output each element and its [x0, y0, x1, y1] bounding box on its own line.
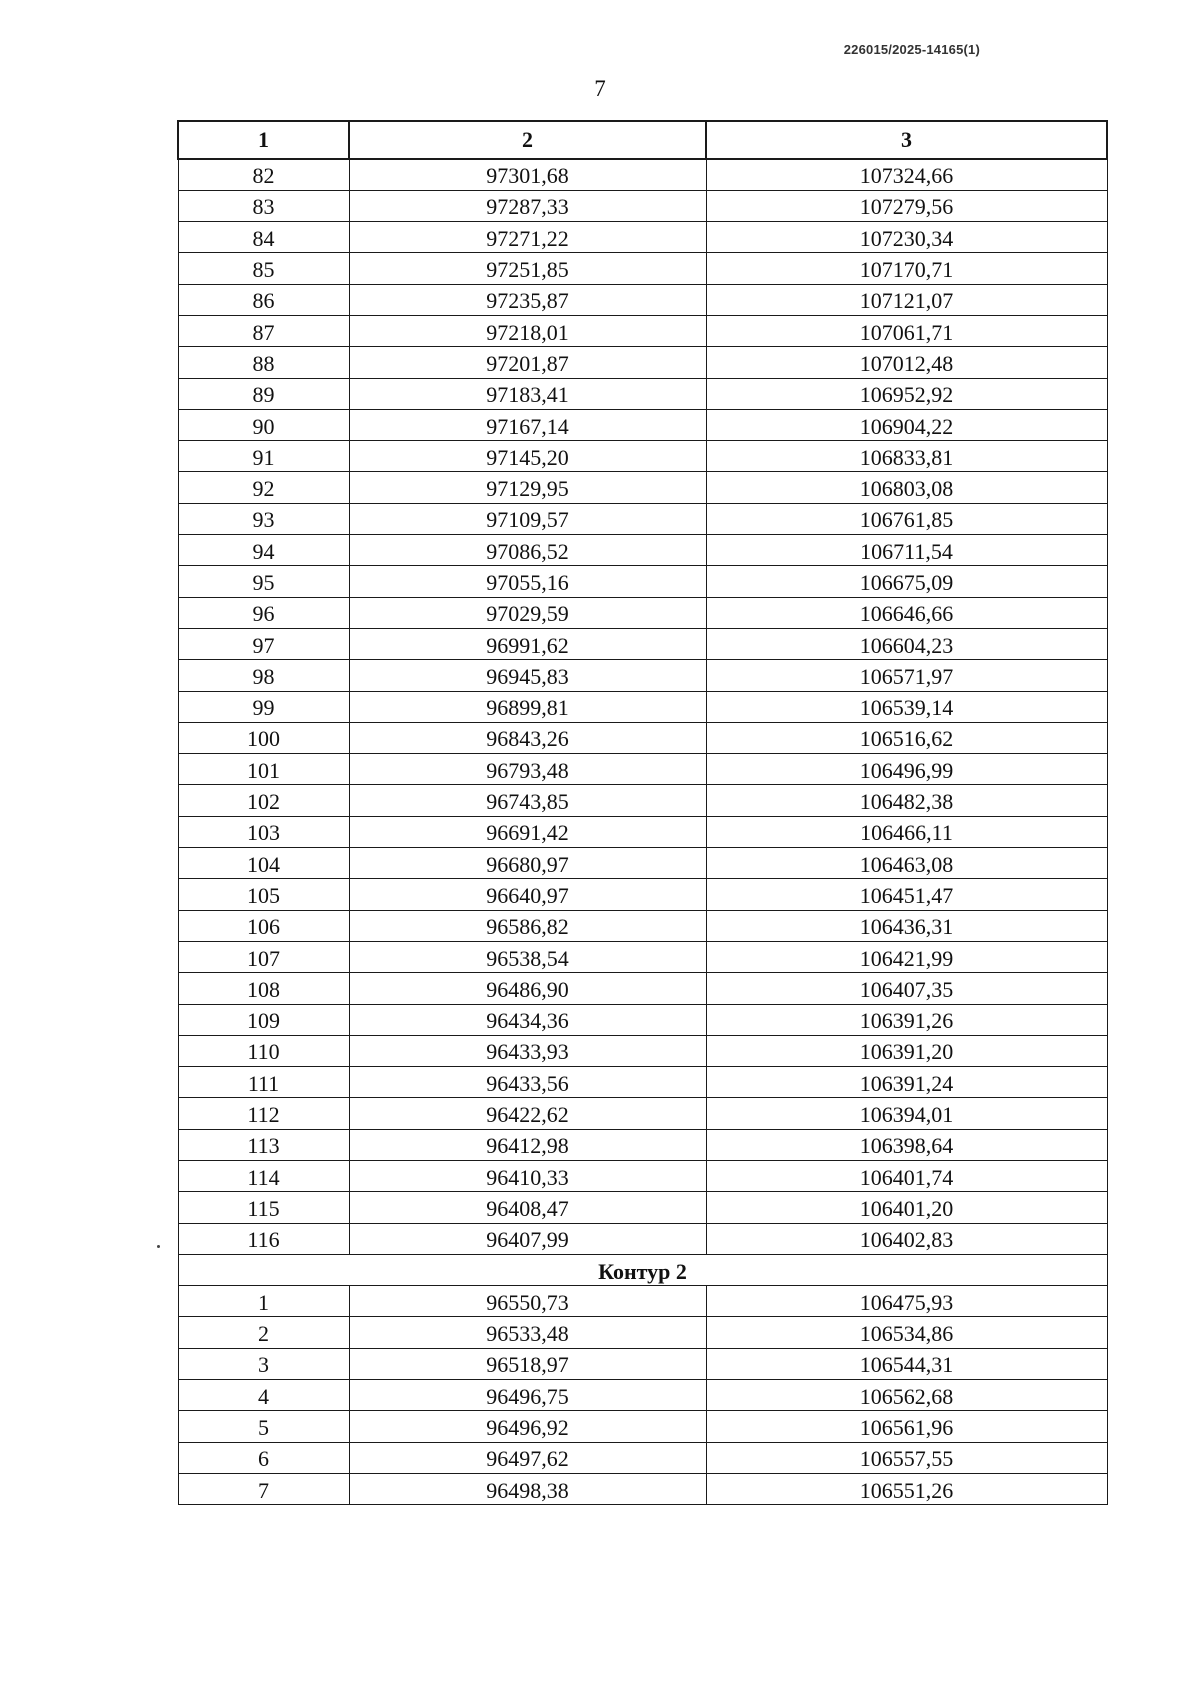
coordinate-y-cell: 107121,07	[706, 284, 1107, 315]
coordinate-y-cell: 106407,35	[706, 973, 1107, 1004]
table-row	[178, 1129, 1107, 1160]
table-row	[178, 503, 1107, 534]
table-row	[178, 535, 1107, 566]
point-number-cell: 94	[178, 535, 349, 566]
document-id: 226015/2025-14165(1)	[843, 42, 980, 57]
table-row	[178, 409, 1107, 440]
table-row	[178, 660, 1107, 691]
coordinate-x-cell: 97145,20	[349, 441, 706, 472]
coordinate-y-cell: 106561,96	[706, 1411, 1107, 1442]
coordinate-y-cell: 106646,66	[706, 597, 1107, 628]
coordinate-x-cell: 96550,73	[349, 1286, 706, 1317]
page-number: 7	[594, 76, 606, 101]
coordinate-x-cell: 96498,38	[349, 1473, 706, 1504]
point-number-cell: 98	[178, 660, 349, 691]
table-row	[178, 1067, 1107, 1098]
coordinate-y-cell: 106534,86	[706, 1317, 1107, 1348]
table-row	[178, 1473, 1107, 1504]
section-title: Контур 2	[178, 1254, 1107, 1285]
coordinate-x-cell: 96496,75	[349, 1380, 706, 1411]
coordinate-y-cell: 107279,56	[706, 190, 1107, 221]
coordinate-y-cell: 106904,22	[706, 409, 1107, 440]
coordinate-y-cell: 106398,64	[706, 1129, 1107, 1160]
table-row	[178, 472, 1107, 503]
coordinate-x-cell: 97029,59	[349, 597, 706, 628]
table-row	[178, 1192, 1107, 1223]
table-row	[178, 848, 1107, 879]
point-number-cell: 113	[178, 1129, 349, 1160]
coordinate-y-cell: 106401,74	[706, 1161, 1107, 1192]
coordinate-x-cell: 97109,57	[349, 503, 706, 534]
point-number-cell: 7	[178, 1473, 349, 1504]
point-number-cell: 95	[178, 566, 349, 597]
table-row	[178, 566, 1107, 597]
coordinate-y-cell: 106451,47	[706, 879, 1107, 910]
table-row	[178, 315, 1107, 346]
coordinate-x-cell: 96843,26	[349, 722, 706, 753]
section-row	[178, 1254, 1107, 1285]
point-number-cell: 3	[178, 1348, 349, 1379]
point-number-cell: 83	[178, 190, 349, 221]
table-row	[178, 190, 1107, 221]
coordinate-x-cell: 97301,68	[349, 159, 706, 190]
coordinate-x-cell: 97183,41	[349, 378, 706, 409]
table-row	[178, 1348, 1107, 1379]
table-row	[178, 347, 1107, 378]
coordinate-y-cell: 107012,48	[706, 347, 1107, 378]
coordinate-x-cell: 97055,16	[349, 566, 706, 597]
coordinate-x-cell: 97287,33	[349, 190, 706, 221]
coordinate-y-cell: 106761,85	[706, 503, 1107, 534]
coordinate-y-cell: 106482,38	[706, 785, 1107, 816]
coordinate-x-cell: 96410,33	[349, 1161, 706, 1192]
table-header	[178, 121, 1107, 159]
table-row	[178, 1161, 1107, 1192]
table-row	[178, 628, 1107, 659]
column-header-1: 1	[178, 121, 349, 159]
coordinate-y-cell: 106571,97	[706, 660, 1107, 691]
point-number-cell: 103	[178, 816, 349, 847]
coordinate-y-cell: 106436,31	[706, 910, 1107, 941]
point-number-cell: 89	[178, 378, 349, 409]
coordinate-x-cell: 96422,62	[349, 1098, 706, 1129]
point-number-cell: 85	[178, 253, 349, 284]
point-number-cell: 114	[178, 1161, 349, 1192]
table-row	[178, 1380, 1107, 1411]
table-row	[178, 941, 1107, 972]
point-number-cell: 1	[178, 1286, 349, 1317]
coordinate-x-cell: 96433,93	[349, 1035, 706, 1066]
point-number-cell: 101	[178, 754, 349, 785]
point-number-cell: 109	[178, 1004, 349, 1035]
coordinate-x-cell: 96433,56	[349, 1067, 706, 1098]
point-number-cell: 111	[178, 1067, 349, 1098]
coordinate-x-cell: 96496,92	[349, 1411, 706, 1442]
coordinate-y-cell: 106803,08	[706, 472, 1107, 503]
table-row	[178, 691, 1107, 722]
coordinate-y-cell: 106952,92	[706, 378, 1107, 409]
coordinate-x-cell: 96407,99	[349, 1223, 706, 1254]
coordinate-y-cell: 106711,54	[706, 535, 1107, 566]
table-row	[178, 253, 1107, 284]
coordinate-y-cell: 106544,31	[706, 1348, 1107, 1379]
column-header-3: 3	[706, 121, 1107, 159]
point-number-cell: 110	[178, 1035, 349, 1066]
coordinate-x-cell: 96586,82	[349, 910, 706, 941]
table-row	[178, 785, 1107, 816]
coordinate-y-cell: 106391,24	[706, 1067, 1107, 1098]
coordinate-x-cell: 96518,97	[349, 1348, 706, 1379]
table-row	[178, 1004, 1107, 1035]
coordinate-x-cell: 97271,22	[349, 222, 706, 253]
coordinate-y-cell: 106402,83	[706, 1223, 1107, 1254]
coordinate-x-cell: 96991,62	[349, 628, 706, 659]
table-row	[178, 1098, 1107, 1129]
point-number-cell: 99	[178, 691, 349, 722]
coordinate-y-cell: 106557,55	[706, 1442, 1107, 1473]
coordinate-x-cell: 97235,87	[349, 284, 706, 315]
table-row	[178, 816, 1107, 847]
table-row	[178, 1035, 1107, 1066]
coordinate-x-cell: 96640,97	[349, 879, 706, 910]
point-number-cell: 2	[178, 1317, 349, 1348]
coordinate-x-cell: 97201,87	[349, 347, 706, 378]
point-number-cell: 4	[178, 1380, 349, 1411]
coordinate-y-cell: 107230,34	[706, 222, 1107, 253]
coordinate-x-cell: 97086,52	[349, 535, 706, 566]
coordinate-y-cell: 106394,01	[706, 1098, 1107, 1129]
table-row	[178, 754, 1107, 785]
point-number-cell: 92	[178, 472, 349, 503]
coordinate-x-cell: 97251,85	[349, 253, 706, 284]
point-number-cell: 82	[178, 159, 349, 190]
point-number-cell: 86	[178, 284, 349, 315]
point-number-cell: 112	[178, 1098, 349, 1129]
coordinate-y-cell: 106604,23	[706, 628, 1107, 659]
table-row	[178, 159, 1107, 190]
coordinate-y-cell: 107170,71	[706, 253, 1107, 284]
table-row	[178, 378, 1107, 409]
coordinate-y-cell: 106539,14	[706, 691, 1107, 722]
table-row	[178, 1442, 1107, 1473]
coordinate-x-cell: 96486,90	[349, 973, 706, 1004]
table-row	[178, 222, 1107, 253]
point-number-cell: 116	[178, 1223, 349, 1254]
table-row	[178, 441, 1107, 472]
point-number-cell: 6	[178, 1442, 349, 1473]
coordinate-y-cell: 107061,71	[706, 315, 1107, 346]
coordinate-y-cell: 106551,26	[706, 1473, 1107, 1504]
table-row	[178, 1223, 1107, 1254]
coordinate-x-cell: 96408,47	[349, 1192, 706, 1223]
coordinate-x-cell: 97129,95	[349, 472, 706, 503]
point-number-cell: 105	[178, 879, 349, 910]
coordinate-y-cell: 107324,66	[706, 159, 1107, 190]
coordinate-x-cell: 96680,97	[349, 848, 706, 879]
table-row	[178, 284, 1107, 315]
coordinate-x-cell: 96434,36	[349, 1004, 706, 1035]
point-number-cell: 97	[178, 628, 349, 659]
point-number-cell: 88	[178, 347, 349, 378]
coordinate-y-cell: 106421,99	[706, 941, 1107, 972]
coordinate-x-cell: 96743,85	[349, 785, 706, 816]
coordinate-y-cell: 106475,93	[706, 1286, 1107, 1317]
coordinate-y-cell: 106833,81	[706, 441, 1107, 472]
column-header-2: 2	[349, 121, 706, 159]
coordinate-x-cell: 96497,62	[349, 1442, 706, 1473]
table-row	[178, 722, 1107, 753]
coordinate-x-cell: 96793,48	[349, 754, 706, 785]
coordinate-y-cell: 106675,09	[706, 566, 1107, 597]
table-body	[178, 159, 1107, 1505]
point-number-cell: 115	[178, 1192, 349, 1223]
table-row	[178, 1411, 1107, 1442]
coordinate-y-cell: 106391,26	[706, 1004, 1107, 1035]
coordinate-y-cell: 106466,11	[706, 816, 1107, 847]
coordinate-x-cell: 96538,54	[349, 941, 706, 972]
point-number-cell: 84	[178, 222, 349, 253]
point-number-cell: 87	[178, 315, 349, 346]
coordinate-y-cell: 106516,62	[706, 722, 1107, 753]
coordinates-table	[177, 120, 1108, 1505]
coordinate-y-cell: 106401,20	[706, 1192, 1107, 1223]
table-row	[178, 910, 1107, 941]
coordinate-x-cell: 96945,83	[349, 660, 706, 691]
table-row	[178, 1286, 1107, 1317]
table-row	[178, 973, 1107, 1004]
table-row	[178, 879, 1107, 910]
coordinate-y-cell: 106391,20	[706, 1035, 1107, 1066]
coordinate-y-cell: 106463,08	[706, 848, 1107, 879]
coordinate-x-cell: 96899,81	[349, 691, 706, 722]
point-number-cell: 93	[178, 503, 349, 534]
coordinate-x-cell: 97218,01	[349, 315, 706, 346]
point-number-cell: 5	[178, 1411, 349, 1442]
header-row	[178, 121, 1107, 159]
point-number-cell: 91	[178, 441, 349, 472]
point-number-cell: 96	[178, 597, 349, 628]
point-number-cell: 107	[178, 941, 349, 972]
point-number-cell: 108	[178, 973, 349, 1004]
table-row	[178, 1317, 1107, 1348]
coordinate-y-cell: 106562,68	[706, 1380, 1107, 1411]
coordinate-x-cell: 96533,48	[349, 1317, 706, 1348]
point-number-cell: 102	[178, 785, 349, 816]
point-number-cell: 106	[178, 910, 349, 941]
table-row	[178, 597, 1107, 628]
point-number-cell: 104	[178, 848, 349, 879]
coordinate-y-cell: 106496,99	[706, 754, 1107, 785]
point-number-cell: 100	[178, 722, 349, 753]
coordinate-x-cell: 97167,14	[349, 409, 706, 440]
scan-speck	[157, 1245, 160, 1248]
coordinate-x-cell: 96691,42	[349, 816, 706, 847]
coordinate-x-cell: 96412,98	[349, 1129, 706, 1160]
point-number-cell: 90	[178, 409, 349, 440]
